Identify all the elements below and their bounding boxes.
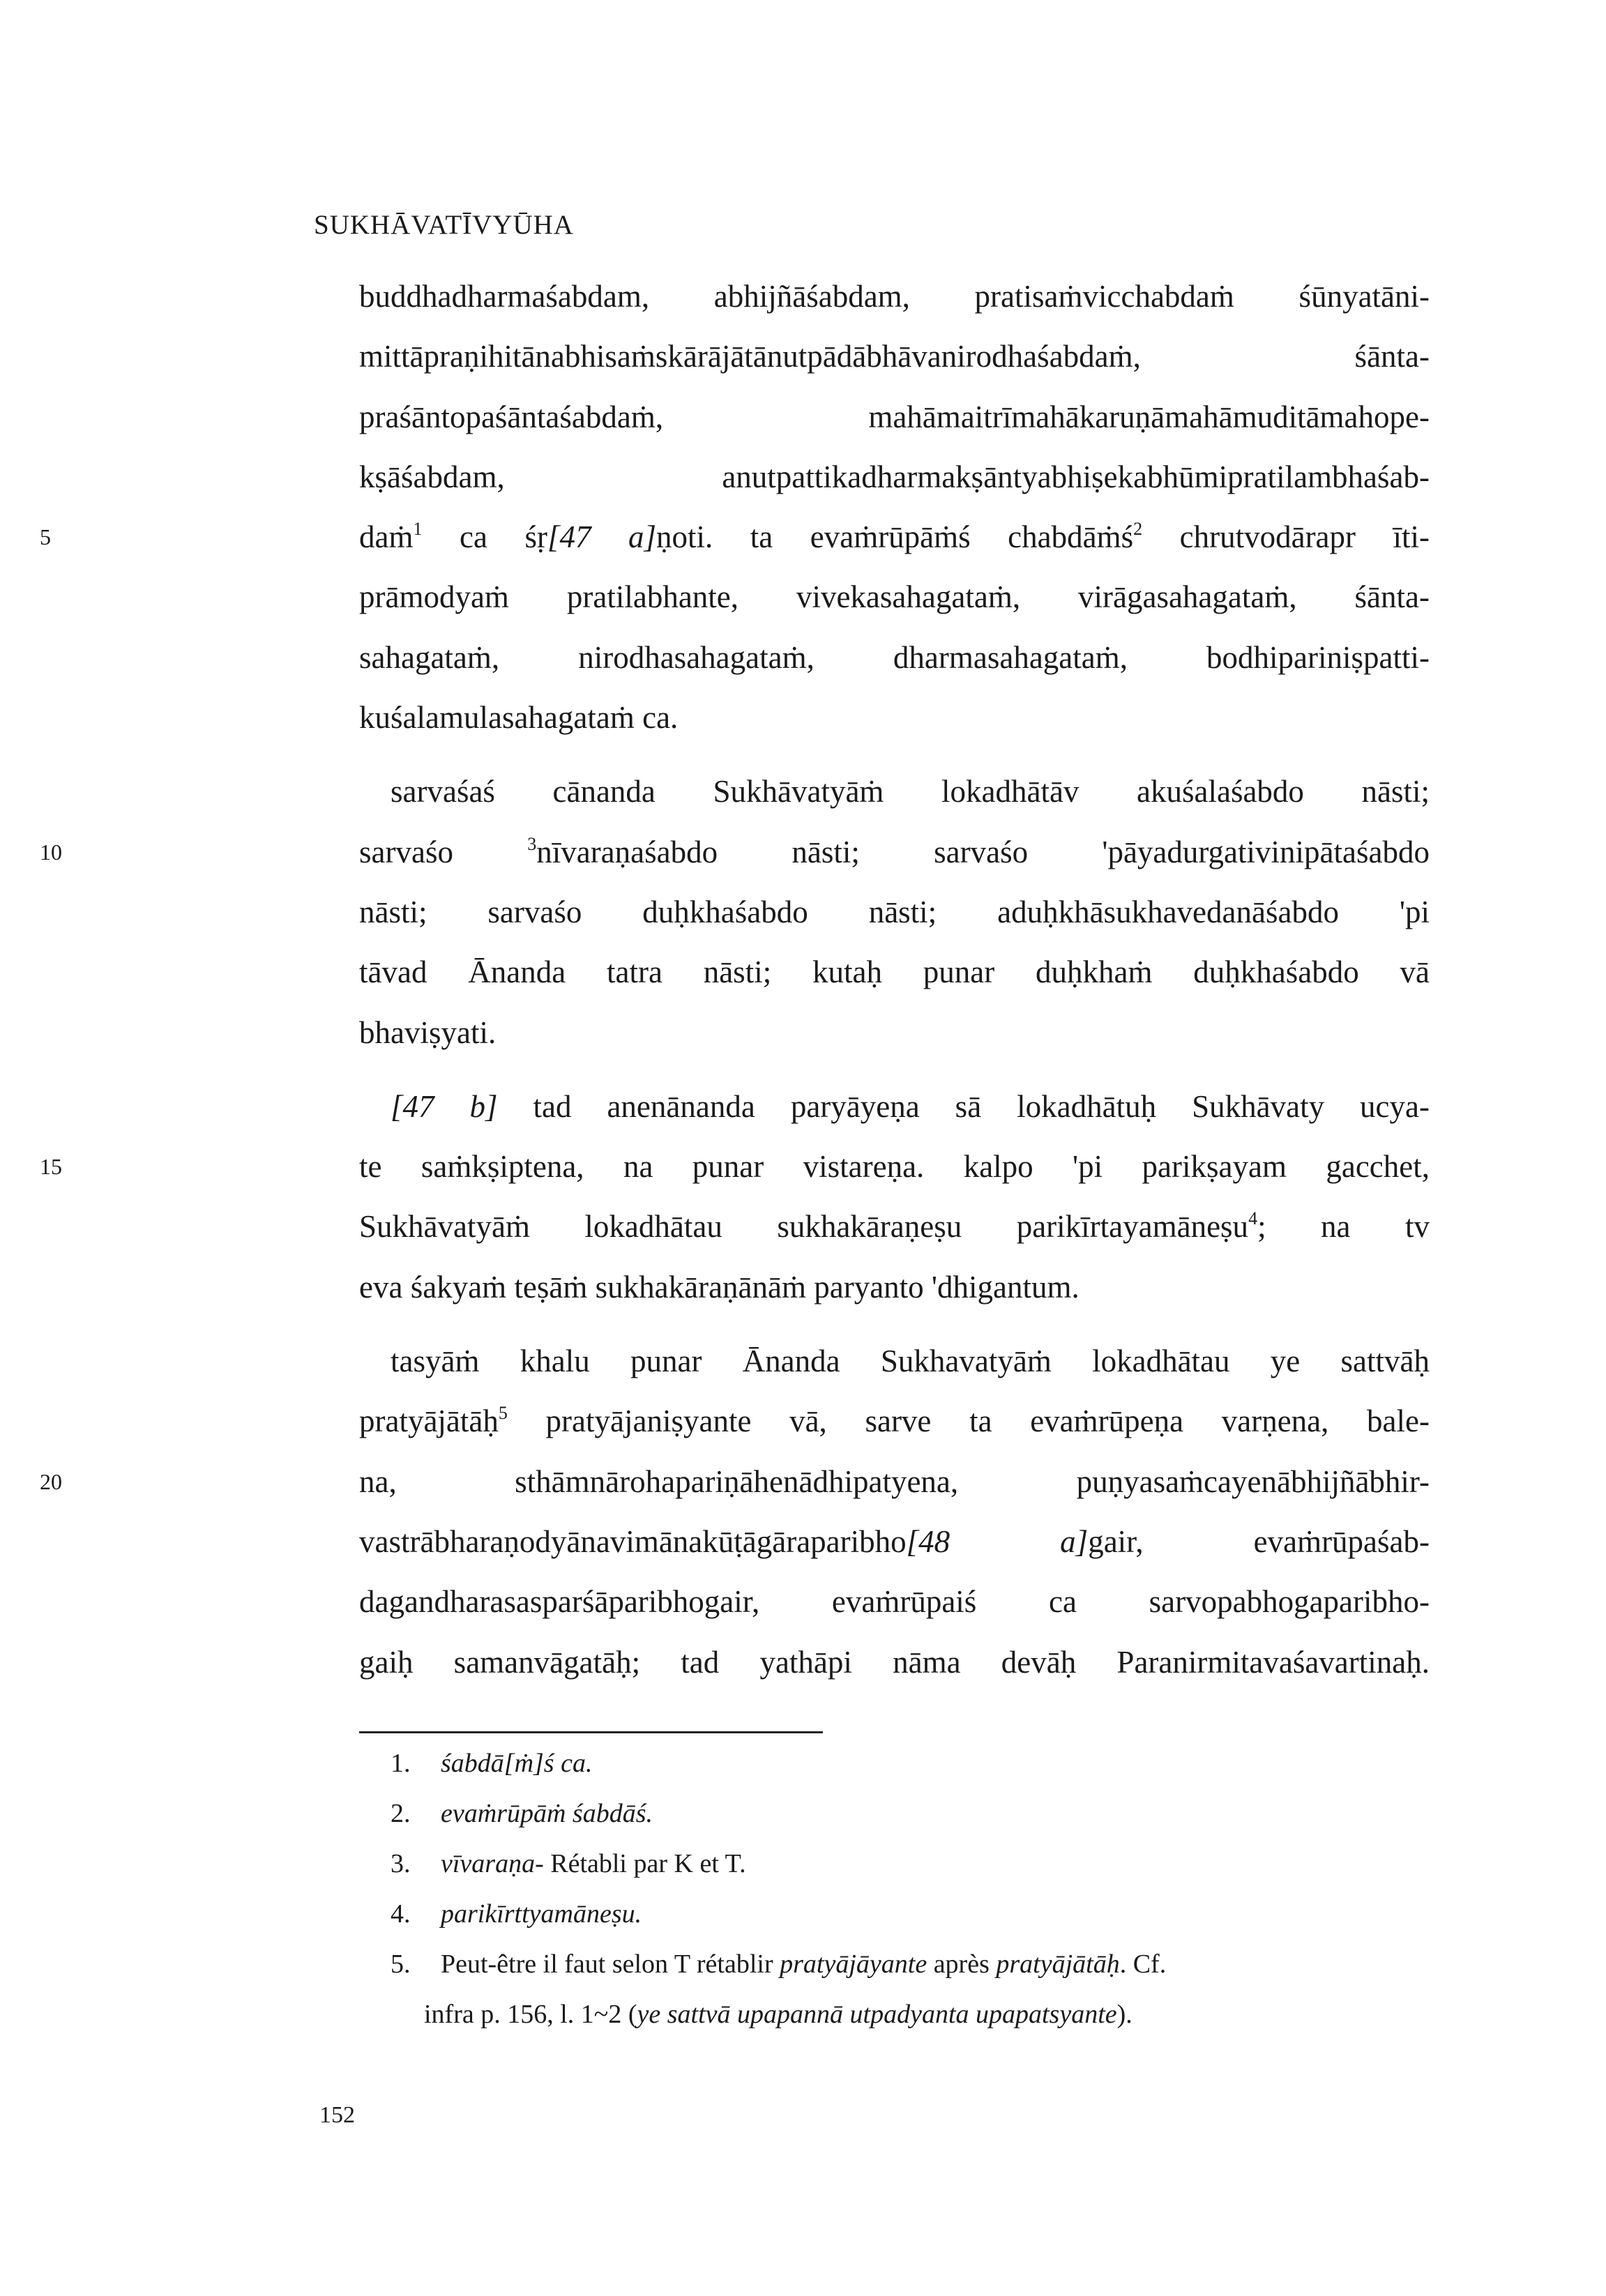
main-text	[40, 266, 1430, 1692]
text-line: tāvad Ānanda tatra nāsti; kutaḥ punar duḥkhaṁ duḥkhaśabdo vā	[359, 955, 1430, 990]
text-line: Sukhāvatyāṁ lokadhātau sukhakāraṇeṣu parikīrtayamāneṣu$^4$; na tv	[359, 1208, 1430, 1245]
text-line: sahagataṁ, nirodhasahagataṁ, dharmasahagataṁ, bodhipariniṣpatti-	[359, 639, 1430, 675]
text-line: tasyāṁ khalu punar Ānanda Sukhavatyāṁ lokadhātau ye sattvāḥ	[391, 1344, 1430, 1379]
footnote: 3. vīvaraṇa- Rétabli par K et T.	[391, 1849, 746, 1878]
text-line: vastrābharaṇodyānavimānakūṭāgāraparibho[48 a]gair, evaṁrūpaśab-	[359, 1523, 1430, 1559]
folio-ref: [47 b]	[391, 1088, 498, 1124]
text-line: sarvaśaś cānanda Sukhāvatyāṁ lokadhātāv akuśalaśabdo nāsti;	[391, 774, 1430, 809]
footnote-ref: 2	[1133, 519, 1143, 540]
footnote-ref: 5	[498, 1403, 508, 1424]
folio-ref: [47 a]	[547, 519, 656, 555]
text-line: gaiḥ samanvāgatāḥ; tad yathāpi nāma devāḥ Paranirmitavaśavartinaḥ.	[359, 1644, 1430, 1680]
text-line: 20 na, sthāmnārohapariṇāhenādhipatyena, puṇyasaṁcayenābhijñābhir-	[359, 1452, 1430, 1512]
folio-ref: [48 a]	[906, 1523, 1089, 1559]
text-line: 5 daṁ$^1$ ca śṛ[47 a]ṇoti. ta evaṁrūpāṁś chabdāṁś$^2$ chrutvodārapr īti-	[359, 507, 1430, 567]
text-line: kṣāśabdam, anutpattikadharmakṣāntyabhiṣekabhūmipratilambhaśab-	[359, 459, 1430, 494]
line-number: 15	[40, 1154, 62, 1180]
text-line: kuśalamulasahagataṁ ca.	[359, 700, 679, 736]
text-line: bhaviṣyati.	[359, 1014, 497, 1050]
footnote: 1. śabdā[ṁ]ś ca.	[391, 1749, 593, 1778]
text-line: prāmodyaṁ pratilabhante, vivekasahagataṁ, virāgasahagataṁ, śānta-	[359, 579, 1430, 615]
text-line: buddhadharmaśabdam, abhijñāśabdam, pratisaṁvicchabdaṁ śūnyatāni-	[359, 279, 1430, 314]
running-head: SUKHĀVATĪVYŪHA	[314, 210, 574, 240]
footnote: 2. evaṁrūpāṁ śabdāś.	[391, 1799, 653, 1828]
text-line: pratyājātāḥ$^5$ pratyājaniṣyante vā, sarve ta evaṁrūpeṇa varṇena, bale-	[359, 1403, 1430, 1439]
text-line: [47 b] tad anenānanda paryāyeṇa sā lokadhātuḥ Sukhāvaty ucya-	[391, 1088, 1430, 1124]
footnote-ref: 1	[413, 519, 423, 540]
footnotes	[391, 1738, 1409, 2039]
footnote: 4. parikīrttyamāneṣu.	[391, 1899, 642, 1929]
text-line: nāsti; sarvaśo duḥkhaśabdo nāsti; aduḥkhāsukhavedanāśabdo 'pi	[359, 894, 1430, 929]
line-number: 5	[40, 524, 51, 550]
text-line: eva śakyaṁ teṣāṁ sukhakāraṇānāṁ paryanto 'dhigantum.	[359, 1269, 1079, 1305]
text-line: praśāntopaśāntaśabdaṁ, mahāmaitrīmahākaruṇāmahāmuditāmahope-	[359, 399, 1430, 434]
footnote-ref: 3	[527, 833, 537, 854]
line-number: 20	[40, 1468, 62, 1494]
text-line: mittāpraṇihitānabhisaṁskārājātānutpādābhāvanirodhaśabdaṁ, śānta-	[359, 339, 1430, 374]
footnote-continuation: infra p. 156, l. 1~2 (ye sattvā upapannā utpadyanta upapatsyante).	[424, 2000, 1132, 2029]
footnote: 5. Peut-être il faut selon T rétablir pratyājāyante après pratyājātāḥ. Cf.	[391, 1949, 1167, 1979]
page-number: 152	[319, 2102, 355, 2128]
text-line: 10 sarvaśo $^3$nīvaraṇaśabdo nāsti; sarvaśo 'pāyadurgativinipātaśabdo	[359, 822, 1430, 882]
text-line: dagandharasasparśāparibhogair, evaṁrūpaiś ca sarvopabhogaparibho-	[359, 1584, 1430, 1620]
text-line: 15 te saṁkṣiptena, na punar vistareṇa. kalpo 'pi parikṣayam gacchet,	[359, 1136, 1430, 1196]
footnote-ref: 4	[1248, 1208, 1258, 1229]
line-number: 10	[40, 839, 62, 865]
footnote-rule	[359, 1731, 823, 1733]
